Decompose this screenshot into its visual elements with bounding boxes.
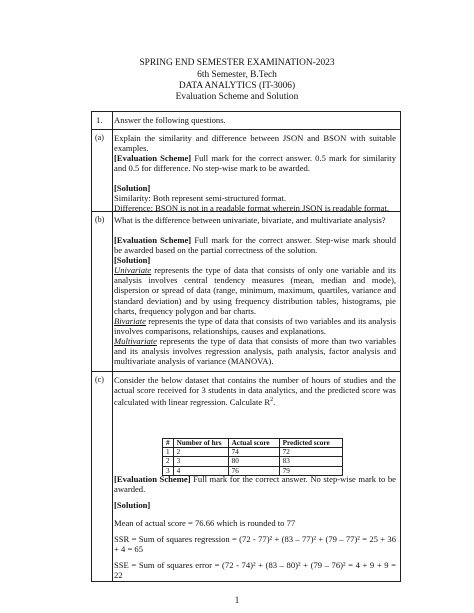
question-end: . [273, 397, 276, 408]
univariate-paragraph [114, 265, 396, 316]
bivariate-text: represents the type of data that consists of two variables and its analysis involves comparisons, relationships, causes and explanations. [114, 316, 396, 337]
table-cell: 1 [163, 448, 174, 457]
header-cell: Actual score [228, 439, 279, 448]
exam-title: SPRING END SEMESTER EXAMINATION-2023 [139, 58, 335, 68]
scheme-label: [Evaluation Scheme] [114, 153, 192, 163]
ssr-calculation: SSR = Sum of squares regression = (72 - 77)² + (83 – 77)² + (79 – 77)² = 25 + 36 + 4 = 65 [114, 534, 396, 555]
table-cell: 76 [228, 466, 279, 475]
header-cell: Number of hrs [173, 439, 228, 448]
table-cell: 80 [228, 457, 279, 466]
solution-label: [Solution] [114, 255, 151, 265]
table-cell: 72 [279, 448, 342, 457]
row-divider [92, 371, 400, 372]
dataset-header-row [163, 439, 343, 448]
scheme-label: [Evaluation Scheme] [114, 235, 192, 245]
header-cell: # [163, 439, 174, 448]
part-c-question [114, 375, 396, 407]
semester-line: 6th Semester, B.Tech [197, 70, 277, 80]
course-title: DATA ANALYTICS (IT-3006) [178, 81, 296, 91]
part-c-scheme [114, 474, 396, 494]
part-b-label: (b) [95, 215, 105, 224]
question-prompt: Answer the following questions. [114, 115, 226, 125]
table-cell: 3 [163, 466, 174, 475]
univariate-term: Univariate [114, 265, 152, 275]
solution-label: [Solution] [114, 183, 151, 193]
page-number: 1 [234, 595, 240, 605]
part-b-solution-label [114, 255, 396, 265]
superscript: 2 [270, 397, 274, 404]
sse-calculation: SSE = Sum of squares error = (72 - 74)² + (83 – 80)² + (79 – 76)² = 4 + 9 + 9 = 22 [114, 560, 396, 581]
scheme-text: Full mark for the correct answer. 0.5 mark for similarity and 0.5 for difference. No step-wise mark to be awarded. [114, 153, 396, 174]
scheme-label: [Evaluation Scheme] [114, 474, 191, 484]
univariate-text: represents the type of data that consists of only one variable and its analysis involves central tendency measures (mean, median and mode), dispersion or spread of data (range, minimum, maximum, quartiles, variance and standard deviation) and by using frequency distribution tables, histograms, pie charts, frequency polygon and bar charts. [114, 265, 396, 316]
scheme-text: Full mark for the correct answer. No step-wise mark to be awarded. [114, 474, 396, 495]
table-cell: 2 [173, 448, 228, 457]
scheme-text: Full mark for the correct answer. Step-wise mark should be awarded based on the partial correctness of the solution. [114, 235, 396, 256]
part-a-question: Explain the similarity and difference between JSON and BSON with suitable examples. [114, 133, 396, 154]
part-c-solution-label [114, 500, 396, 510]
part-a-solution-label [114, 183, 396, 193]
multivariate-term: Multivariate [114, 336, 157, 346]
multivariate-text: represents the type of data that consists of more than two variables and its analysis involves regression analysis, path analysis, factor analysis and multivariate analysis of variance (MANOVA). [114, 336, 396, 367]
bivariate-paragraph [114, 316, 396, 336]
dataset-table [162, 438, 343, 476]
table-cell: 3 [173, 457, 228, 466]
question-number: 1. [96, 115, 103, 125]
table-cell: 2 [163, 457, 174, 466]
multivariate-paragraph [114, 336, 396, 367]
question-text: Consider the below dataset that contains the number of hours of studies and the actual score received for 3 students in data analytics, and the predicted score was calculated with linear regression. Calculate R [114, 375, 396, 408]
table-cell: 4 [173, 466, 228, 475]
question-table [91, 111, 401, 582]
column-divider [112, 112, 113, 581]
mean-calculation: Mean of actual score = 76.66 which is rounded to 77 [114, 518, 296, 528]
part-a-label: (a) [95, 133, 104, 142]
part-b-question: What is the difference between univariate, bivariate, and multivariate analysis? [114, 215, 386, 225]
part-a-difference: Difference: BSON is not in a readable format wherein JSON is readable format. [114, 203, 389, 213]
header-cell: Predicted score [279, 439, 342, 448]
table-cell: 83 [279, 457, 342, 466]
table-cell: 79 [279, 466, 342, 475]
table-cell: 74 [228, 448, 279, 457]
part-b-scheme [114, 235, 396, 255]
table-row [163, 448, 343, 457]
solution-label: [Solution] [114, 500, 151, 510]
part-a-scheme [114, 153, 396, 173]
table-row [163, 457, 343, 466]
document-subtitle: Evaluation Scheme and Solution [175, 92, 299, 102]
row-divider [92, 129, 400, 130]
part-a-similarity: Similarity: Both represent semi-structured format. [114, 193, 287, 203]
bivariate-term: Bivariate [114, 316, 146, 326]
part-c-label: (c) [95, 375, 104, 384]
